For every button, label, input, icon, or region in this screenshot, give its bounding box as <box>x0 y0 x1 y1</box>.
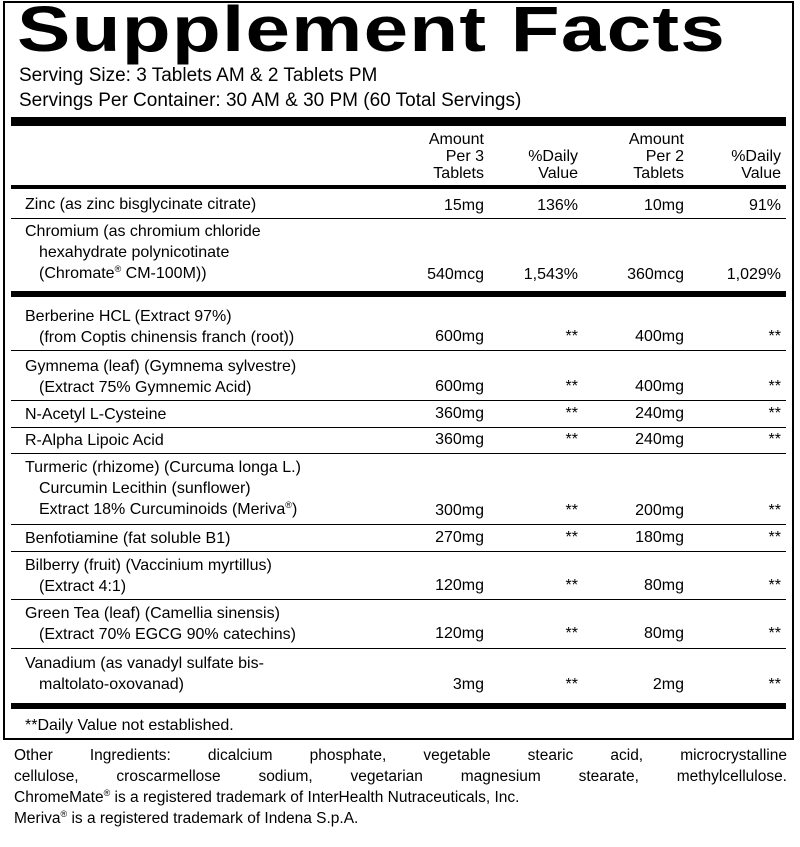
am-amount: 600mg <box>435 328 484 345</box>
am-dv: ** <box>565 625 578 642</box>
pm-amount: 2mg <box>652 676 684 693</box>
pm-amount: 400mg <box>635 378 684 395</box>
supplement-facts-panel <box>3 1 794 740</box>
pm-dv: ** <box>768 529 781 546</box>
am-dv: ** <box>565 577 578 594</box>
am-amount: 300mg <box>435 502 484 519</box>
panel-title: Supplement Facts <box>17 0 727 65</box>
am-amount: 120mg <box>435 625 484 642</box>
am-amount: 600mg <box>435 378 484 395</box>
pm-dv: ** <box>768 625 781 642</box>
trademark-meriva: Meriva® is a registered trademark of Indena S.p.A. <box>14 809 359 827</box>
am-dv: 136% <box>537 197 578 214</box>
row-separator <box>11 551 786 552</box>
am-dv: ** <box>565 529 578 546</box>
am-amount: 3mg <box>452 676 484 693</box>
nutrient-name: R-Alpha Lipoic Acid <box>25 432 164 449</box>
row-separator <box>11 453 786 454</box>
am-dv: ** <box>565 431 578 448</box>
other-ingredients-line: Other Ingredients: dicalcium phosphate, vegetable stearic acid, microcrystalline <box>14 747 787 764</box>
am-dv: ** <box>565 502 578 519</box>
footnote: **Daily Value not established. <box>25 717 234 734</box>
pm-dv: ** <box>768 577 781 594</box>
thick-rule-bottom <box>11 703 786 709</box>
pm-amount: 400mg <box>635 328 684 345</box>
row-separator <box>11 524 786 525</box>
row-separator <box>11 599 786 600</box>
pm-amount: 180mg <box>635 529 684 546</box>
pm-dv: ** <box>768 328 781 345</box>
pm-amount: 10mg <box>643 197 684 214</box>
am-amount: 360mg <box>435 431 484 448</box>
header-am-dv: %Daily Value <box>528 148 578 182</box>
thick-rule-middle <box>11 291 786 297</box>
am-amount: 270mg <box>435 529 484 546</box>
nutrient-name: Benfotiamine (fat soluble B1) <box>25 530 231 547</box>
row-separator <box>11 218 786 219</box>
other-ingredients-line: cellulose, croscarmellose sodium, vegetarian magnesium stearate, methylcellulose. <box>14 768 787 785</box>
serving-size: Serving Size: 3 Tablets AM & 2 Tablets PM <box>19 65 378 86</box>
pm-amount: 200mg <box>635 502 684 519</box>
am-dv: ** <box>565 378 578 395</box>
nutrient-name: Chromium (as chromium chloride hexahydrate polynicotinate (Chromate® CM-100M)) <box>25 223 261 282</box>
row-separator <box>11 427 786 428</box>
pm-dv: ** <box>768 378 781 395</box>
am-amount: 15mg <box>443 197 484 214</box>
row-separator <box>11 350 786 351</box>
row-separator <box>11 400 786 401</box>
other-ingredients <box>14 745 794 829</box>
pm-dv: ** <box>768 405 781 422</box>
pm-amount: 240mg <box>635 405 684 422</box>
trademark-chromemate: ChromeMate® is a registered trademark of InterHealth Nutraceuticals, Inc. <box>14 788 520 806</box>
am-amount: 360mg <box>435 405 484 422</box>
nutrient-name: Bilberry (fruit) (Vaccinium myrtillus) (Extract 4:1) <box>25 557 272 595</box>
am-dv: ** <box>565 405 578 422</box>
pm-amount: 80mg <box>643 577 684 594</box>
pm-amount: 80mg <box>643 625 684 642</box>
nutrient-name: Berberine HCL (Extract 97%) (from Coptis chinensis franch (root)) <box>25 308 295 346</box>
nutrient-name: Vanadium (as vanadyl sulfate bis- maltolato-oxovanad) <box>25 655 264 693</box>
servings-per-container: Servings Per Container: 30 AM & 30 PM (60 Total Servings) <box>19 90 522 111</box>
nutrient-name: Zinc (as zinc bisglycinate citrate) <box>25 196 257 213</box>
pm-amount: 240mg <box>635 431 684 448</box>
am-dv: ** <box>565 676 578 693</box>
am-dv: ** <box>565 328 578 345</box>
nutrient-name: N-Acetyl L-Cysteine <box>25 406 167 423</box>
am-dv: 1,543% <box>523 266 578 283</box>
pm-amount: 360mcg <box>627 266 684 283</box>
pm-dv: 91% <box>748 197 781 214</box>
header-am-amount: Amount Per 3 Tablets <box>428 131 484 182</box>
header-pm-dv: %Daily Value <box>731 148 781 182</box>
row-separator <box>11 648 786 649</box>
nutrient-name: Gymnema (leaf) (Gymnema sylvestre) (Extract 75% Gymnemic Acid) <box>25 358 297 396</box>
am-amount: 540mcg <box>427 266 484 283</box>
pm-dv: 1,029% <box>726 266 781 283</box>
thick-rule-top <box>11 117 786 126</box>
pm-dv: ** <box>768 676 781 693</box>
medium-rule <box>11 185 786 189</box>
nutrient-name: Green Tea (leaf) (Camellia sinensis) (Extract 70% EGCG 90% catechins) <box>25 605 296 643</box>
header-pm-amount: Amount Per 2 Tablets <box>628 131 684 182</box>
pm-dv: ** <box>768 431 781 448</box>
nutrient-name: Turmeric (rhizome) (Curcuma longa L.) Curcumin Lecithin (sunflower) Extract 18% Curcuminoids (Meriva®) <box>25 459 301 518</box>
am-amount: 120mg <box>435 577 484 594</box>
pm-dv: ** <box>768 502 781 519</box>
